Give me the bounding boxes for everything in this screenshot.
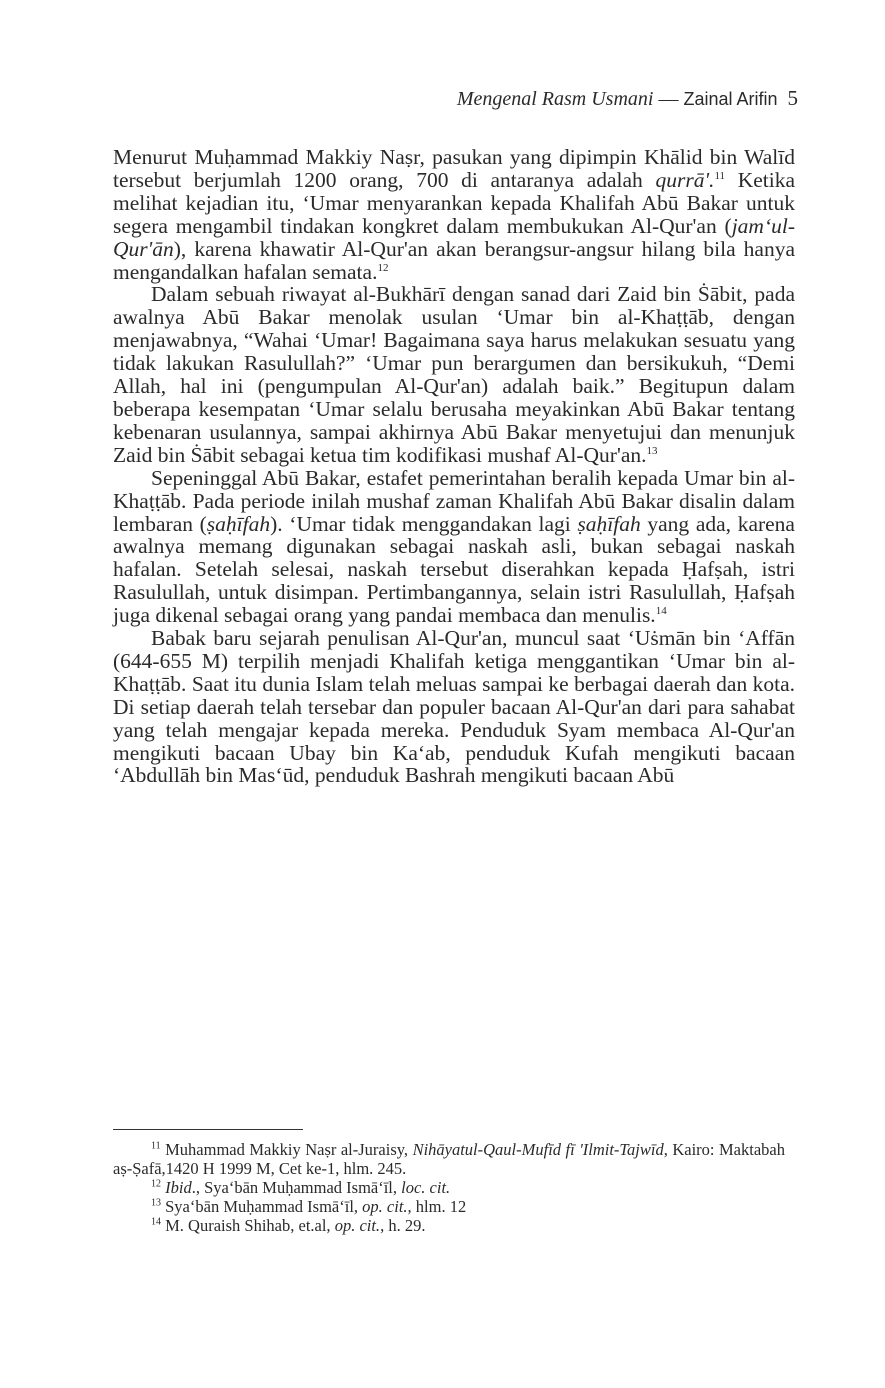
book-title: Mengenal Rasm Usmani	[456, 88, 654, 110]
footnote	[113, 1197, 785, 1216]
italic-term: Nihāyatul-Qaul-Mufīd fī 'Ilmit-Tajwīd	[412, 1140, 664, 1159]
footnote-marker: 13	[151, 1197, 161, 1209]
text-run: , Kairo: Maktabah aṣ-Ṣafā,1420 H 1999 M, Cet ke-1, hlm. 245.	[113, 1140, 785, 1178]
italic-term: Ibid	[165, 1178, 192, 1197]
footnote-marker: 12	[151, 1178, 161, 1190]
text-run: Ketika melihat kejadian itu, ‘Umar menyarankan kepada Khalifah Abū Bakar untuk segera mengambil tindakan kongkret dalam membukukan Al-Qur'an (	[113, 167, 795, 238]
footnote-marker: 13	[646, 444, 658, 457]
footnote	[113, 1216, 785, 1235]
body-paragraph	[113, 283, 795, 466]
text-run: Sya‘bān Muḥammad Ismā‘īl,	[161, 1197, 363, 1216]
italic-term: ṣaḥīfah	[577, 511, 641, 536]
footnote	[113, 1140, 785, 1178]
footnote-marker: 11	[151, 1140, 161, 1152]
text-run: ), karena khawatir Al-Qur'an akan berangsur-angsur hilang bila hanya mengandalkan hafalan semata.	[113, 236, 795, 284]
running-header	[428, 86, 798, 111]
text-run: Menurut Muḥammad Makkiy Naṣr, pasukan yang dipimpin Khālid bin Walīd tersebut berjumlah 1200 orang, 700 di antaranya adalah	[113, 145, 795, 192]
body-paragraph	[113, 627, 795, 787]
author-name: Zainal Arifin	[683, 89, 778, 109]
text-run: Muhammad Makkiy Naṣr al-Juraisy,	[160, 1140, 413, 1159]
text-run: Dalam sebuah riwayat al-Bukhārī dengan sanad dari Zaid bin Ṡābit, pada awalnya Abū Bakar menolak usulan ‘Umar bin al-Khaṭṭāb, dengan menjawabnya, “Wahai ‘Umar! Bagaimana saya harus melakukan sesuatu yang tidak lakukan Rasulullah?” ‘Umar pun berargumen dan bersikukuh, “Demi Allah, hal ini (pengumpulan Al-Qur'an) adalah baik.” Begitupun dalam beberapa kesempatan ‘Umar selalu berusaha meyakinkan Abū Bakar tentang kebenaran usulannya, sampai akhirnya Abū Bakar menyetujui dan menunjuk Zaid bin Ṡābit sebagai ketua tim kodifikasi mushaf Al-Qur'an.	[113, 282, 795, 467]
text-run: yang ada, karena awalnya memang digunakan sebagai naskah asli, bukan sebagai naskah hafalan. Setelah selesai, naskah tersebut diserahkan kepada Ḥafṣah, istri Rasulullah, untuk disimpan. Pertimbangannya, selain istri Rasulullah, Ḥafṣah juga dikenal sebagai orang yang pandai membaca dan menulis.	[113, 511, 795, 628]
text-run: Babak baru sejarah penulisan Al-Qur'an, muncul saat ‘Uṡmān bin ‘Affān (644-655 M) terpilih menjadi Khalifah ketiga menggantikan ‘Umar bin al-Khaṭṭāb. Saat itu dunia Islam telah meluas sampai ke berbagai daerah dan kota. Di setiap daerah telah tersebar dan populer bacaan Al-Qur'an dari para sahabat yang telah mengajar kepada mereka. Penduduk Syam membaca Al-Qur'an mengikuti bacaan Ubay bin Ka‘ab, penduduk Kufah mengikuti bacaan ‘Abdullāh bin Mas‘ūd, penduduk Bashrah mengikuti bacaan Abū	[113, 626, 795, 788]
header-separator: —	[653, 88, 684, 110]
text-run: , h. 29.	[380, 1216, 426, 1235]
body-paragraph	[113, 467, 795, 627]
text-run: ). ‘Umar tidak menggandakan lagi	[270, 511, 578, 536]
text-run: , hlm. 12	[407, 1197, 467, 1216]
footnote-divider	[113, 1129, 303, 1130]
body-text	[113, 146, 795, 787]
italic-term: op. cit.	[362, 1197, 408, 1216]
text-run: M. Quraish Shihab, et.al,	[161, 1216, 335, 1235]
italic-term: loc. cit.	[401, 1178, 451, 1197]
italic-term: op. cit.	[334, 1216, 381, 1235]
footnote	[113, 1178, 785, 1197]
italic-term: jam‘ul-Qur'ān	[113, 213, 795, 261]
footnotes	[113, 1140, 785, 1235]
footnote-marker: 12	[377, 261, 389, 274]
footnote-marker: 14	[655, 604, 667, 617]
text-run: ., Sya‘bān Muḥammad Ismā‘īl,	[191, 1178, 402, 1197]
italic-term: qurrā'.	[655, 167, 715, 192]
footnote-marker: 11	[714, 169, 726, 182]
body-paragraph	[113, 146, 795, 283]
text-run: Sepeninggal Abū Bakar, estafet pemerintahan beralih kepada Umar bin al-Khaṭṭāb. Pada periode inilah mushaf zaman Khalifah Abū Bakar disalin dalam lembaran (	[113, 465, 795, 536]
italic-term: ṣaḥīfah	[206, 511, 271, 536]
footnote-marker: 14	[151, 1216, 161, 1228]
page-number: 5	[787, 86, 798, 110]
